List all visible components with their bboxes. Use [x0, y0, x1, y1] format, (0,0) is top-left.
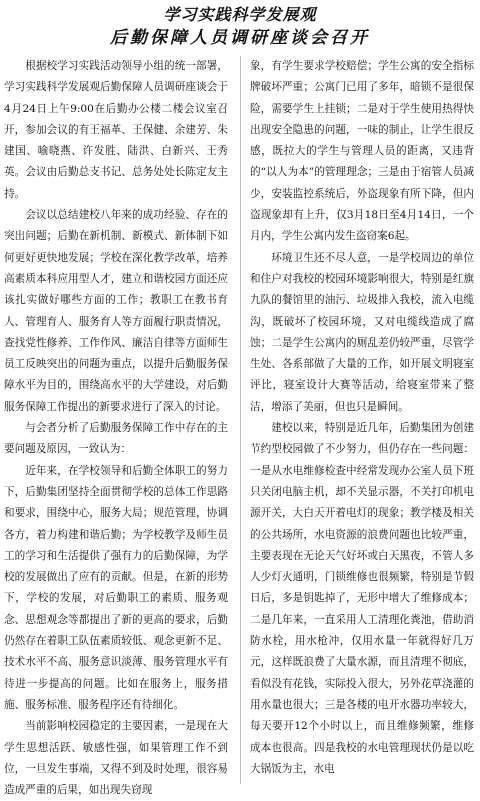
- paragraph: 建校以来，特别是近几年，后勤集团为创建节约型校园做了不少努力，但仍存在一些问题：一是从水电维修检查中经常发现办公室人员下班只关闭电脑主机，却不关显示器，不关打印机电源开关，大白天开着电灯的现象；教学楼及相关的公共场所，水电资源的浪费问题也比较严重，主要表现在无论天气好坏或白天黑夜，不管人多人少灯火通明，门锁维修也很频繁，特别是节假日后，多是钥匙掉了，无形中增大了维修成本；二是几年来，一直采用人工清理化粪池，借助消防水栓，用水枪冲，仅用水量一年就得好几万元，这样既浪费了大量水源，而且清理不彻底，看似没有花钱，实际投入很大，另外花草浇灌的用水量也很大；三是各楼的电开水器功率较大，每天要开12个小时以上，而且维修频繁，维修成本也很高。四是我校的水电管理现状仍是以吃大锅饭为主，水电: [250, 422, 474, 775]
- paragraph: 环境卫生还不尽人意，一是学校周边的单位和住户对我校的校园环境影响很大，特别是红旗九队的餐馆里的油污、垃圾排入我校，流入电缆沟，既破坏了校园环境，又对电缆线造成了腐蚀；二是学生公寓内的厕乱差仍较严重，尽管学生处、各系部做了大量的工作，如开展文明寝室评比，寝室设计大赛等活动，给寝室带来了整洁，增添了美丽，但也只是瞬间。: [250, 251, 474, 413]
- right-text-column: [250, 56, 474, 780]
- paragraph: 根据校学习实践活动领导小组的统一部署，学习实践科学发展观后勤保障人员调研座谈会于4月24日上午9:00在后勤办公楼二楼会议室召开，参加会议的有王福革、王保健、余建芳、朱建国、喻晓燕、许发胜、陆洪、白新兴、王秀英。会议由后勤总支书记、总务处处长陈定友主持。: [4, 60, 228, 200]
- article-title-line-2: 后勤保障人员调研座谈会召开: [110, 28, 370, 48]
- column-divider: [240, 56, 241, 784]
- left-text-column: [4, 56, 228, 801]
- article-title-line-1: 学习实践科学发展观: [163, 5, 317, 24]
- paragraph: 与会者分析了后勤服务保障工作中存在的主要问题及原因，一致认为：: [4, 422, 228, 456]
- paragraph: 会议以总结建校八年来的成功经验、存在的突出问题；后勤在新机制、新模式、新体制下如何更好更快地发展；学校在深化教学改革，培养高素质本科应用型人才，建立和谐校园方面还应该扎实做好哪些方面的工作；教职工在教书育人、管理育人、服务育人等方面履行职责情况，查找党性修养、工作作风、廉洁自律等方面师生员工反映突出的问题为重点，以提升后勤服务保障水平为目的，围绕高水平的大学建设，对后勤服务保障工作提出的新要求进行了深入的讨论。: [4, 209, 228, 413]
- paragraph-continued: 象，有学生要求学校赔偿；学生公寓的安全指标牌破坏严重；公寓门已用了多年，暗锁不是很保险，需要学生上挂锁；二是对于学生使用热得快出现安全隐患的问题，一味的制止，让学生很反感，既拉大的学生与管理人员的距离，又违背的“以人为本”的管理理念；三是由于宿管人员减少，安装监控系统后，外盗现象有所下降，但内盗现象却有上升，仅3月18日至4月14日，一个月内，学生公寓内发生盗窃案6起。: [250, 60, 474, 243]
- paragraph: 当前影响校园稳定的主要因素，一是现在大学生思想活跃、敏感性强，如果管理工作不到位，一旦发生事端，又得不到及时处理，很容易造成严重的后果，如出现失窃现: [4, 720, 228, 797]
- article-header: [0, 4, 480, 50]
- paragraph: 近年来，在学校领导和后勤全体职工的努力下，后勤集团坚持全面贯彻学校的总体工作思路和要求，围绕中心，服务大局；规范管理，协调各方，着力构建和谐后勤；为学校教学及师生员工的学习和生活提供了强有力的后勤保障，为学校的发展做出了应有的贡献。但是，在新的形势下，学校的发展，对后勤职工的素质、服务观念、思想观念等都提出了新的更高的要求，后勤仍然存在着职工队伍素质较低、观念更新不足、技术水平不高、服务意识淡薄、服务管理水平有待进一步提高的问题。比如在服务上，服务措施、服务标准、服务程序还有待细化。: [4, 464, 228, 711]
